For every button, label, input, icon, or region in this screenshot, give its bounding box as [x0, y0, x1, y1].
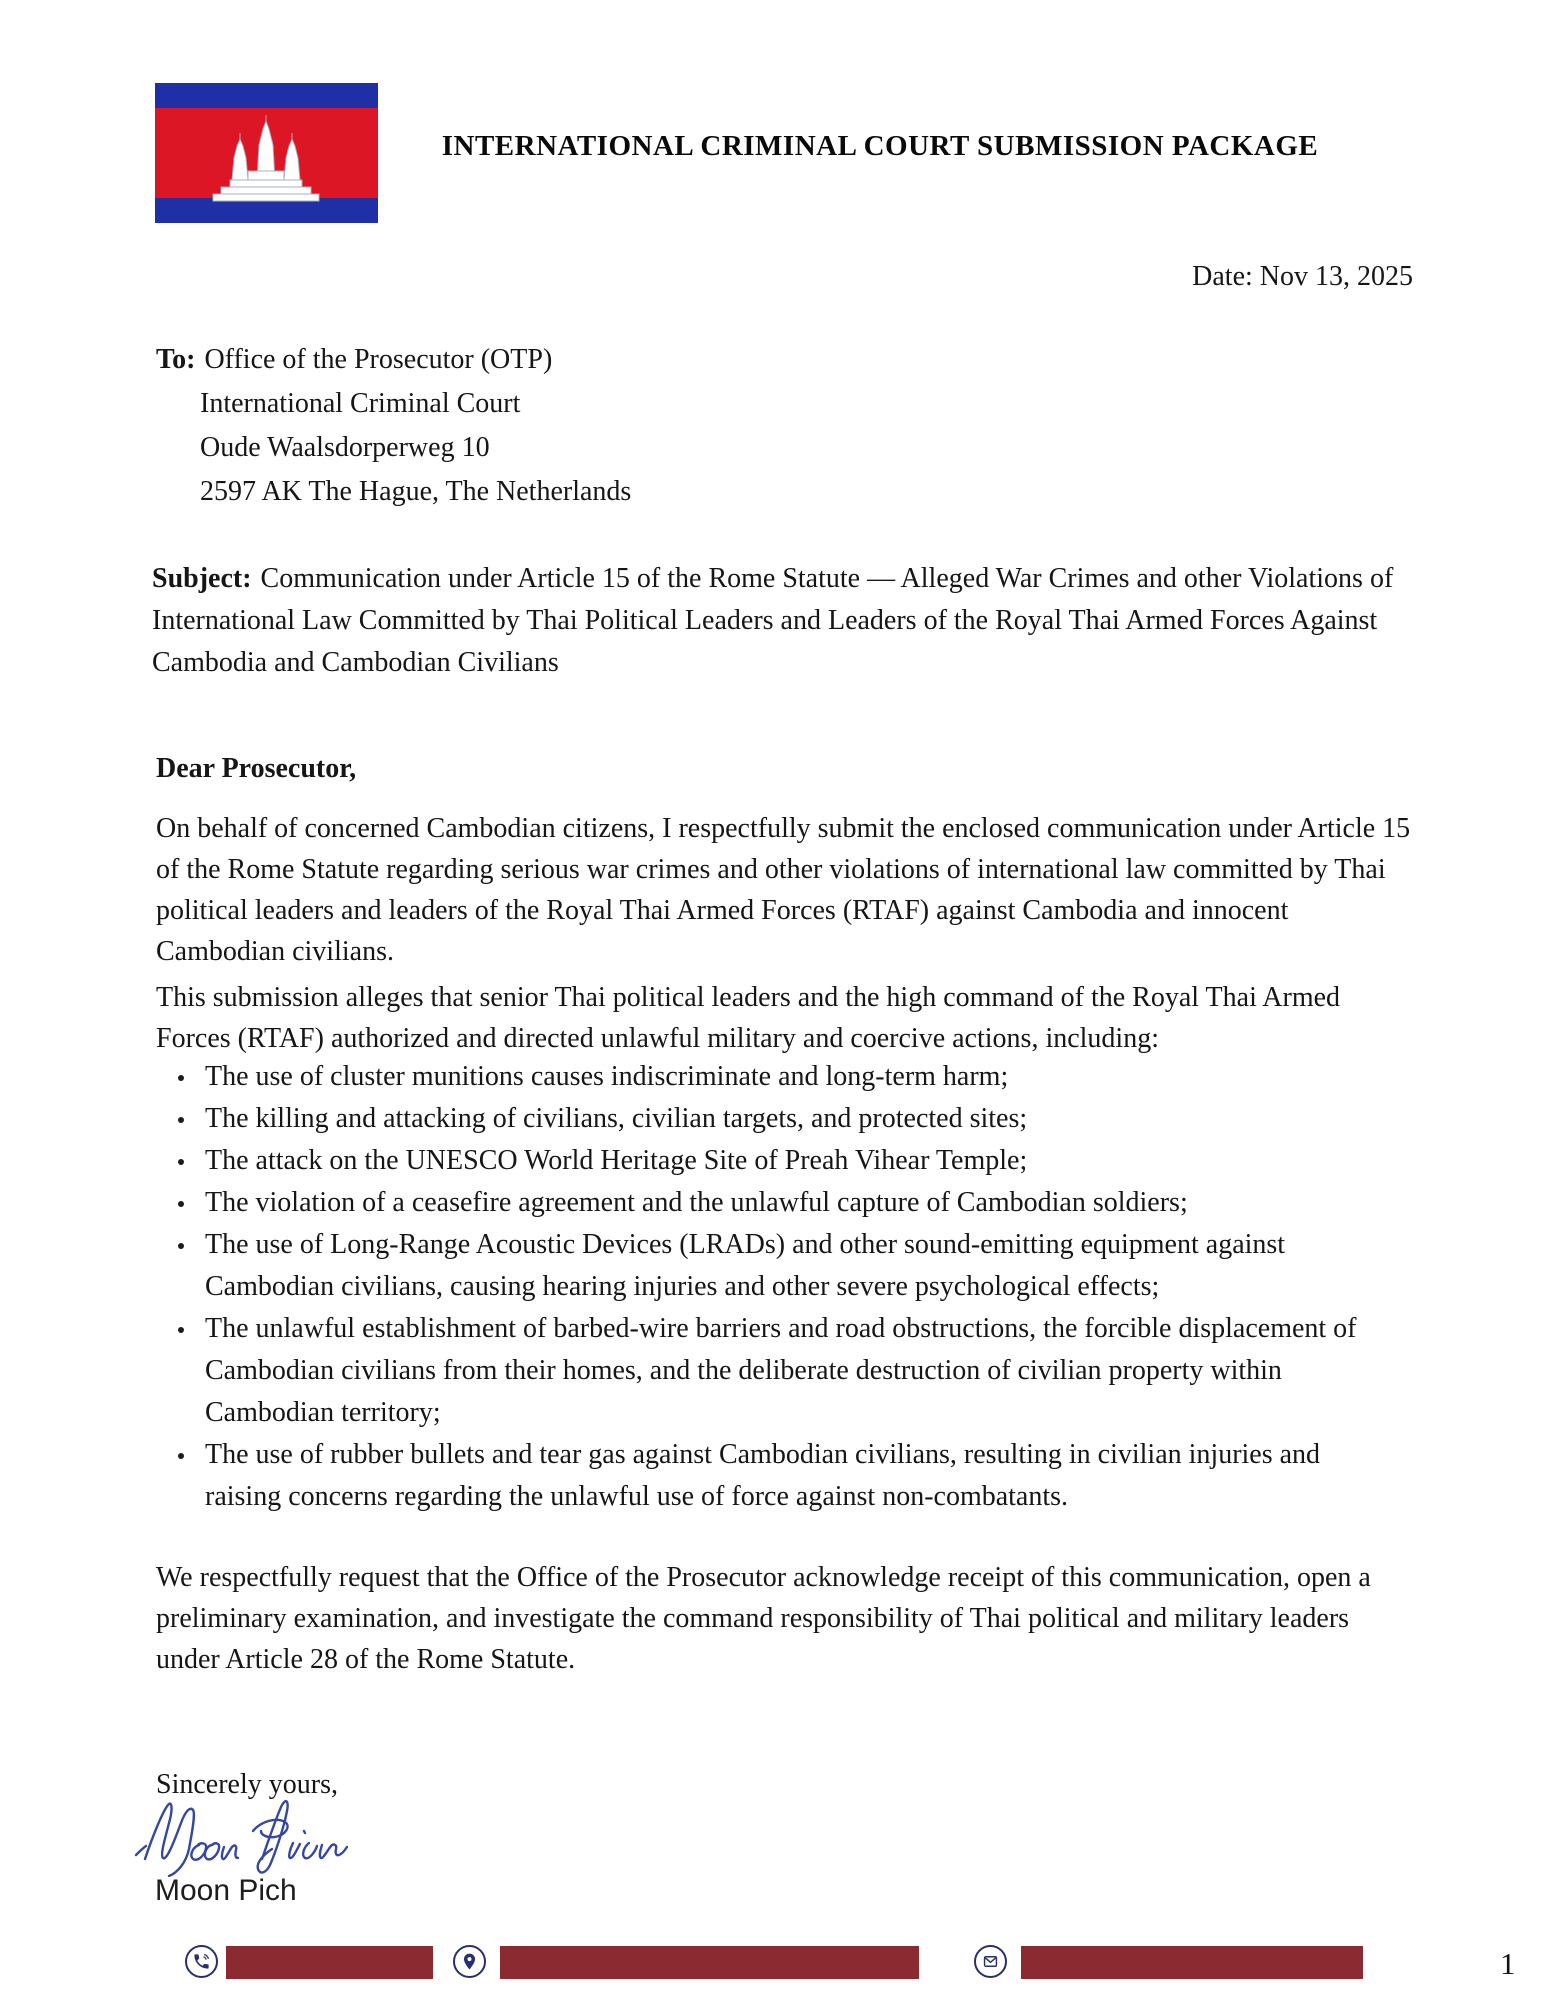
subject-label: Subject:: [152, 563, 252, 594]
subject-block: [152, 558, 1422, 684]
cambodia-flag-graphic: [155, 83, 378, 223]
redacted-email-value: [1021, 1946, 1363, 1979]
allegation-item: The unlawful establishment of barbed-wire barriers and road obstructions, the forcible displacement of Cambodian civilians from their homes, and the deliberate destruction of civilian property within Cambodian territory;: [156, 1308, 1371, 1434]
date-line: Date: Nov 13, 2025: [1192, 261, 1413, 292]
redacted-phone-value: [226, 1946, 433, 1979]
subject-text: Communication under Article 15 of the Rome Statute — Alleged War Crimes and other Violations of International Law Committed by Thai Political Leaders and Leaders of the Royal Thai Armed Forces Against Cambodia and Cambodian Civilians: [152, 563, 1394, 678]
handwritten-signature: [133, 1797, 348, 1877]
closing-paragraph: We respectfully request that the Office of the Prosecutor acknowledge receipt of this communication, open a preliminary examination, and investigate the command responsibility of Thai political and military leaders under Article 28 of the Rome Statute.: [156, 1562, 1371, 1675]
allegation-item: The use of rubber bullets and tear gas against Cambodian civilians, resulting in civilian injuries and raising concerns regarding the unlawful use of force against non-combatants.: [156, 1434, 1371, 1518]
redacted-address-value: [500, 1946, 919, 1979]
page-number: 1: [1500, 1946, 1516, 1981]
cambodia-flag-icon: [155, 83, 378, 223]
location-glyph: [460, 1952, 479, 1971]
allegation-item: The attack on the UNESCO World Heritage Site of Preah Vihear Temple;: [156, 1140, 1371, 1182]
email-glyph: [981, 1952, 1000, 1971]
recipient-first-line: [156, 338, 631, 382]
to-label: To:: [156, 344, 196, 375]
allegations-list: [156, 1056, 1371, 1518]
address-line: Oude Waalsdorperweg 10: [200, 432, 490, 463]
closing-salutation: Sincerely yours,: [156, 1769, 338, 1800]
location-icon: [453, 1945, 486, 1978]
allegation-item: The use of cluster munitions causes indiscriminate and long-term harm;: [156, 1056, 1371, 1098]
allegation-item: The violation of a ceasefire agreement and the unlawful capture of Cambodian soldiers;: [156, 1182, 1371, 1224]
phone-icon: [185, 1945, 218, 1978]
email-icon: [974, 1945, 1007, 1978]
allegation-intro-paragraph: This submission alleges that senior Thai political leaders and the high command of the Royal Thai Armed Forces (RTAF) authorized and directed unlawful military and coercive actions, including:: [156, 982, 1341, 1054]
allegation-item: The use of Long-Range Acoustic Devices (LRADs) and other sound-emitting equipment against Cambodian civilians, causing hearing injuries and other severe psychological effects;: [156, 1224, 1371, 1308]
address-line: International Criminal Court: [200, 388, 521, 419]
phone-glyph: [192, 1952, 211, 1971]
page-title: INTERNATIONAL CRIMINAL COURT SUBMISSION PACKAGE: [441, 130, 1319, 162]
allegation-item: The killing and attacking of civilians, civilian targets, and protected sites;: [156, 1098, 1371, 1140]
address-line: 2597 AK The Hague, The Netherlands: [200, 476, 632, 507]
salutation: Dear Prosecutor,: [156, 753, 357, 784]
recipient-address: [156, 382, 631, 514]
signer-name: Moon Pich: [155, 1874, 297, 1907]
recipient-block: [156, 338, 631, 514]
recipient-name: Office of the Prosecutor (OTP): [204, 344, 553, 375]
intro-paragraph: On behalf of concerned Cambodian citizens, I respectfully submit the enclosed communication under Article 15 of the Rome Statute regarding serious war crimes and other violations of international law committed by Thai political leaders and leaders of the Royal Thai Armed Forces (RTAF) against Cambodia and innocent Cambodian civilians.: [156, 813, 1411, 967]
